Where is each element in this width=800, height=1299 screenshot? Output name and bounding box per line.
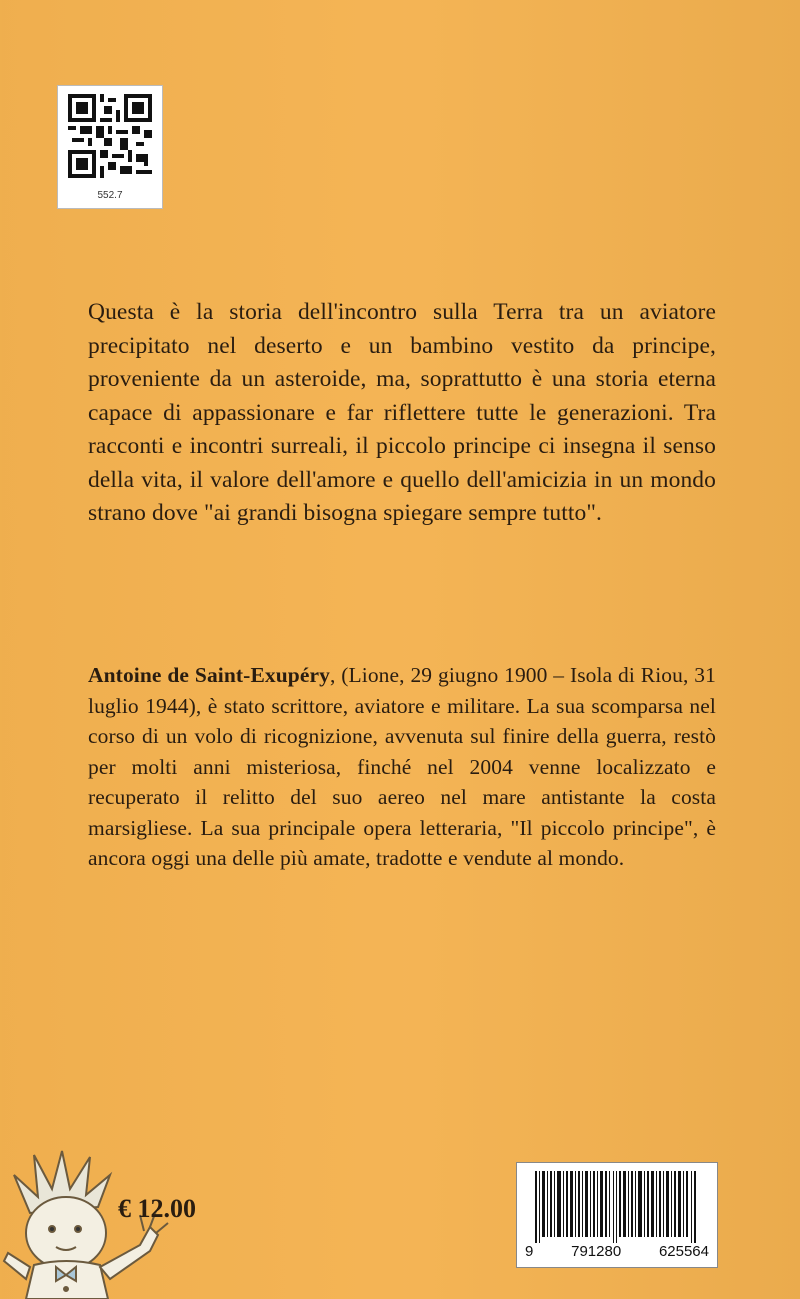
author-bio-text: , (Lione, 29 giugno 1900 – Isola di Riou, 31 luglio 1944), è stato scrittore, aviatore e militare. La sua scomparsa nel corso di un volo di ricognizione, avvenuta sul finire della guerra, restò per molti anni misteriosa, finché nel 2004 venne localizzato e recuperato il relitto del suo aereo nel mare antistante la costa marsigliese. La sua principale opera letteraria, "Il piccolo principe", è ancora oggi una delle più amate, tradotte e vendute al mondo. bbox=[88, 663, 716, 870]
barcode-group-1: 791280 bbox=[571, 1243, 622, 1260]
barcode-number bbox=[525, 1243, 709, 1260]
barcode-box bbox=[516, 1162, 718, 1268]
book-description: Questa è la storia dell'incontro sulla Terra tra un aviatore precipitato nel deserto e un bambino vestito da principe, proveniente da un asteroide, ma, soprattutto è una storia eterna capace di appassionare e far riflettere tutte le generazioni. Tra racconti e incontri surreali, il piccolo principe ci insegna il senso della vita, il valore dell'amore e quello dell'amicizia in un mondo strano dove "ai grandi bisogna spiegare sempre tutto". bbox=[88, 299, 716, 526]
author-bio bbox=[88, 660, 716, 874]
price-label: € 12.00 bbox=[118, 1194, 196, 1223]
author-name: Antoine de Saint-Exupéry bbox=[88, 663, 330, 687]
barcode-icon bbox=[531, 1171, 703, 1243]
qr-code-icon bbox=[68, 94, 152, 178]
barcode-group-2: 625564 bbox=[658, 1243, 709, 1260]
barcode-prefix: 9 bbox=[525, 1243, 534, 1260]
qr-code-number: 552.7 bbox=[97, 190, 123, 201]
qr-code-box bbox=[57, 85, 163, 209]
